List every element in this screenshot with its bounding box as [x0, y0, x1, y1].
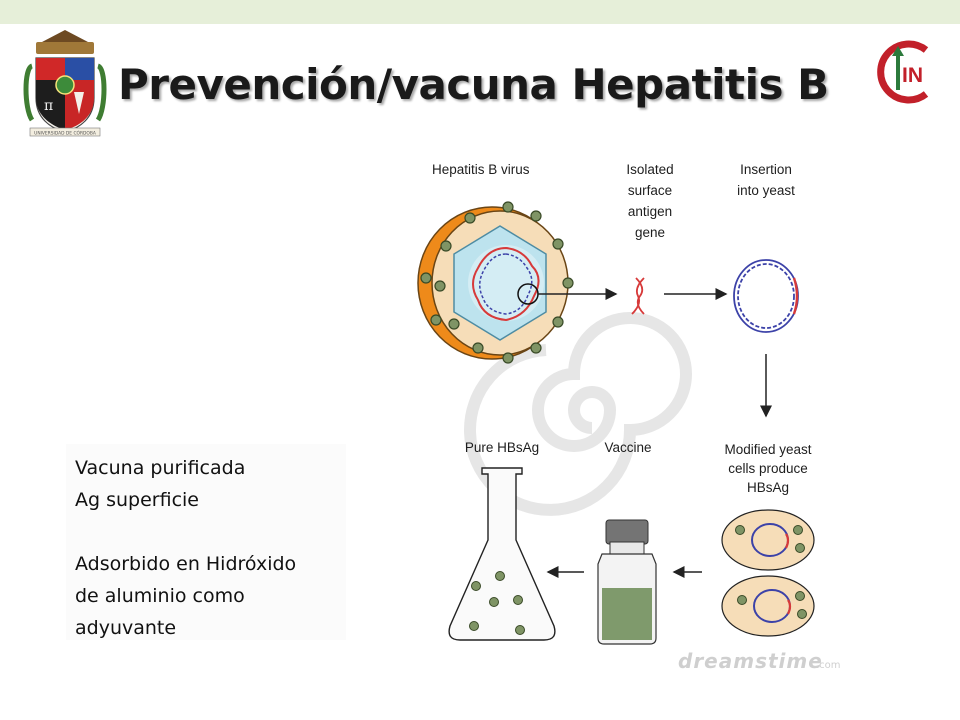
recombinant-plasmid	[734, 260, 798, 332]
yeast-cell-top	[722, 510, 814, 570]
label-yeast-3: HBsAg	[746, 480, 790, 495]
yeast-cell-bottom	[722, 576, 814, 636]
isolated-gene-fragment	[632, 278, 644, 314]
label-gene-3: antigen	[627, 204, 673, 219]
label-vaccine: Vaccine	[604, 440, 652, 455]
note-paragraph-line-1: Adsorbido en Hidróxido	[75, 553, 297, 575]
top-accent-bar	[0, 0, 960, 24]
label-gene-2: surface	[627, 183, 673, 198]
slide-title: Prevención/vacuna Hepatitis B	[118, 60, 829, 109]
watermark-text: dreamstime	[678, 649, 823, 673]
hepatitis-b-vaccine-diagram	[396, 128, 850, 684]
label-yeast-2: cells produce	[728, 461, 808, 476]
label-hepatitis-virus: Hepatitis B virus	[432, 162, 530, 177]
vaccine-vial	[598, 520, 656, 644]
institute-logo-text: IN	[902, 64, 923, 87]
svg-text:π: π	[44, 98, 54, 114]
hepatitis-b-virus-particle	[418, 202, 573, 363]
label-gene-4: gene	[634, 225, 666, 240]
notes-textbox	[66, 444, 346, 640]
label-pure-hbsag: Pure HBsAg	[464, 440, 540, 455]
watermark-suffix: .com	[816, 660, 841, 671]
note-paragraph-line-2: de aluminio como	[75, 585, 245, 607]
label-insertion-2: into yeast	[737, 183, 795, 198]
label-insertion-1: Insertion	[740, 162, 792, 177]
coat-of-arms-logo	[22, 28, 108, 140]
label-yeast-1: Modified yeast	[724, 442, 812, 457]
note-line-1: Vacuna purificada	[75, 457, 246, 479]
crest-motto: UNIVERSIDAD DE CÓRDOBA	[34, 131, 96, 137]
label-gene-1: Isolated	[626, 162, 674, 177]
note-paragraph-line-3: adyuvante	[75, 617, 177, 639]
erlenmeyer-flask	[449, 468, 555, 640]
note-line-2: Ag superficie	[75, 489, 199, 511]
institute-logo	[870, 36, 938, 108]
